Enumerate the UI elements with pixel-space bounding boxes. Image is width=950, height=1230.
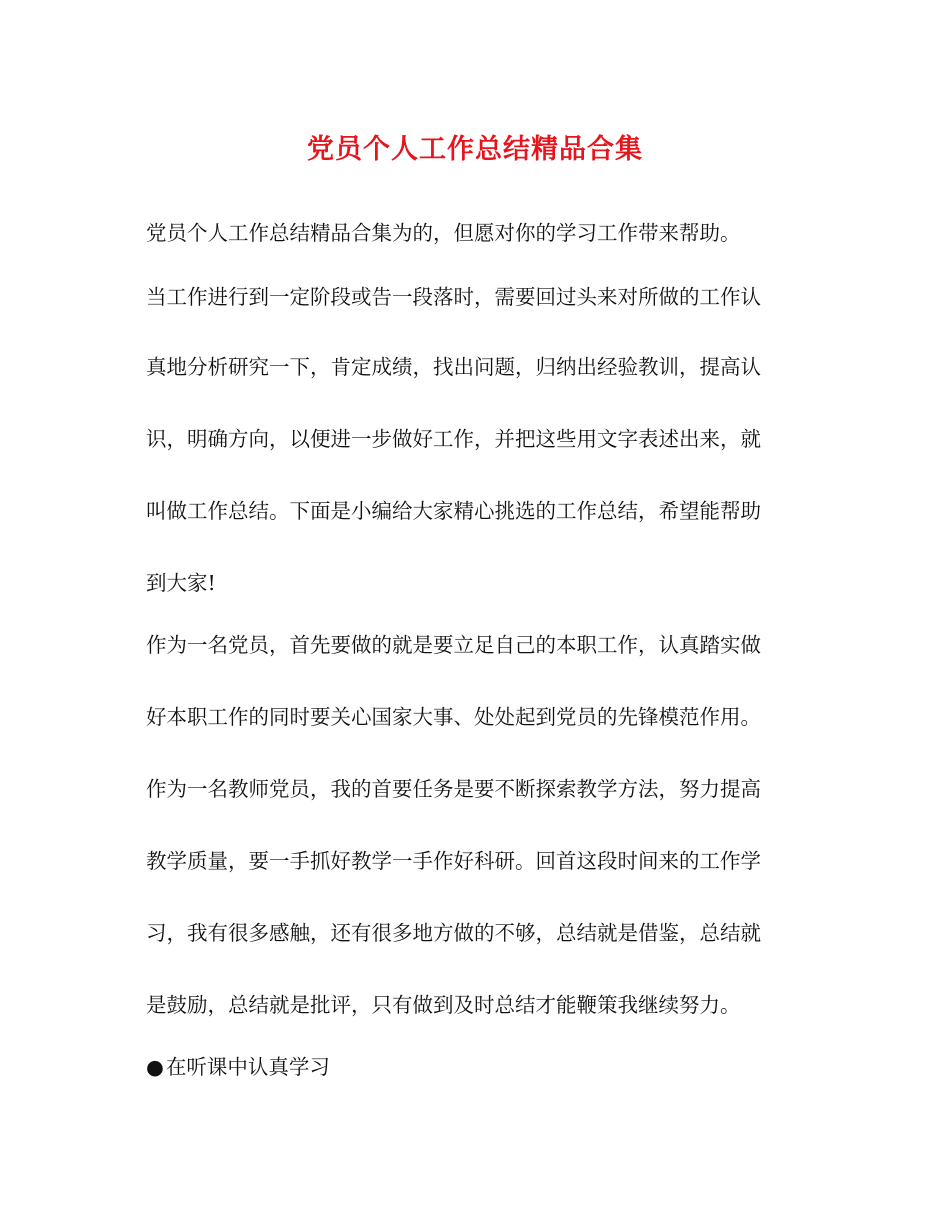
bullet-item bbox=[146, 1052, 798, 1082]
intro-line: 党员个人工作总结精品合集为的，但愿对你的学习工作带来帮助。 bbox=[146, 221, 741, 245]
paragraph-line: 到大家! bbox=[146, 571, 216, 595]
paragraph-line: 习，我有很多感触，还有很多地方做的不够，总结就是借鉴，总结就 bbox=[146, 921, 761, 945]
paragraph-line: 作为一名教师党员，我的首要任务是要不断探索教学方法，努力提高 bbox=[146, 777, 761, 801]
paragraph-line: 好本职工作的同时要关心国家大事、处处起到党员的先锋模范作用。 bbox=[146, 705, 761, 729]
paragraph-line: 叫做工作总结。下面是小编给大家精心挑选的工作总结，希望能帮助 bbox=[146, 499, 761, 523]
paragraph-line: 教学质量，要一手抓好教学一手作好科研。回首这段时间来的工作学 bbox=[146, 849, 761, 873]
paragraph-line: 当工作进行到一定阶段或告一段落时，需要回过头来对所做的工作认 bbox=[146, 285, 761, 309]
bullet-icon: ● bbox=[146, 1055, 164, 1079]
paragraph-line: 是鼓励，总结就是批评，只有做到及时总结才能鞭策我继续努力。 bbox=[146, 993, 741, 1017]
paragraph-line: 作为一名党员，首先要做的就是要立足自己的本职工作，认真踏实做 bbox=[146, 633, 761, 657]
paragraph-line: 真地分析研究一下，肯定成绩，找出问题，归纳出经验教训，提高认 bbox=[146, 355, 761, 379]
document-title: 党员个人工作总结精品合集 bbox=[307, 134, 643, 165]
paragraph-line: 识，明确方向，以便进一步做好工作，并把这些用文字表述出来，就 bbox=[146, 427, 761, 451]
bullet-text: 在听课中认真学习 bbox=[165, 1055, 330, 1079]
